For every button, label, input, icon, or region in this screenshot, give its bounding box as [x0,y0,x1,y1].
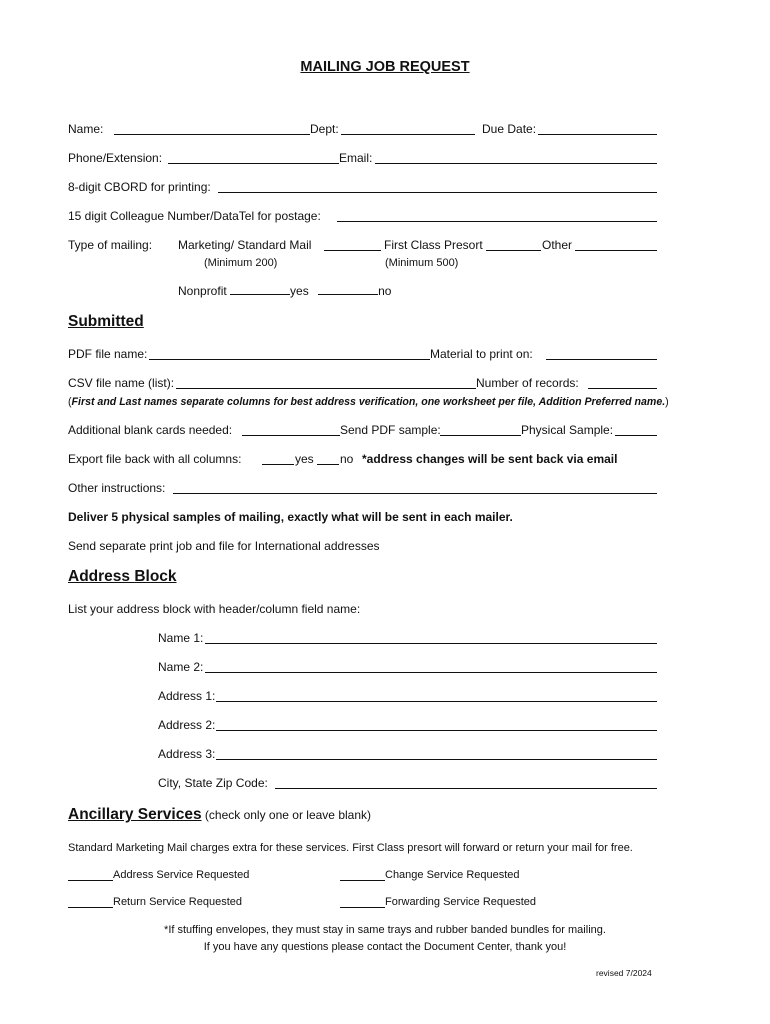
ancillary-subtitle: (check only one or leave blank) [204,808,371,822]
deliver-note: Deliver 5 physical samples of mailing, exactly what will be sent in each mailer. [68,510,513,524]
change-service-label: Change Service Requested [385,869,520,881]
export-note: *address changes will be sent back via email [362,452,618,466]
footer-line2: If you have any questions please contact the Document Center, thank you! [203,941,567,953]
cbord-label: 8-digit CBORD for printing: [68,180,211,194]
nonprofit-yes-check[interactable] [230,294,290,295]
other-instructions-label: Other instructions: [68,481,166,495]
export-no-check[interactable] [317,464,339,465]
mailing-type-label: Type of mailing: [68,238,153,252]
nonprofit-no-check[interactable] [318,294,378,295]
first-class-check[interactable] [486,250,541,251]
send-pdf-field[interactable] [440,435,521,436]
blank-cards-label: Additional blank cards needed: [68,423,233,437]
return-service-check[interactable] [68,907,113,908]
city-state-zip-field[interactable] [275,788,657,789]
address-service-check[interactable] [68,880,113,881]
address2-field[interactable] [216,730,657,731]
blank-cards-field[interactable] [242,435,340,436]
marketing-minimum: (Minimum 200) [204,257,278,269]
other-instructions-field[interactable] [173,493,657,494]
export-yes-check[interactable] [262,464,294,465]
email-field[interactable] [375,163,657,164]
records-label: Number of records: [476,376,579,390]
email-label: Email: [339,151,373,165]
csv-field[interactable] [176,388,476,389]
export-yes: yes [295,452,314,466]
due-date-field[interactable] [538,134,657,135]
csv-note: (First and Last names separate columns for best address verification, one worksheet per file, Addition Preferred name.) [68,396,669,408]
export-label: Export file back with all columns: [68,452,242,466]
physical-sample-label: Physical Sample: [521,423,614,437]
export-no: no [340,452,354,466]
material-label: Material to print on: [430,347,533,361]
other-check[interactable] [575,250,657,251]
international-note: Send separate print job and file for International addresses [68,539,380,553]
due-date-label: Due Date: [482,122,537,136]
change-service-check[interactable] [340,880,385,881]
address-field-label: Address 2: [158,718,216,732]
send-pdf-label: Send PDF sample: [340,423,441,437]
phone-field[interactable] [168,163,339,164]
nonprofit-no: no [378,284,392,298]
address-field-label: City, State Zip Code: [158,776,268,790]
forwarding-service-label: Forwarding Service Requested [385,896,537,908]
return-service-label: Return Service Requested [113,896,243,908]
address-field-label: Name 1: [158,631,204,645]
nonprofit-label: Nonprofit yes no [178,284,392,298]
marketing-option: Marketing/ Standard Mail [178,238,312,252]
submitted-heading: Submitted [68,313,144,330]
physical-sample-field[interactable] [615,435,657,436]
address-service-label: Address Service Requested [113,869,250,881]
revised-date: revised 7/2024 [596,968,652,978]
page-title: MAILING JOB REQUEST [300,59,470,75]
address1-field[interactable] [216,701,657,702]
forwarding-service-check[interactable] [340,907,385,908]
ancillary-heading: Ancillary Services [68,806,202,823]
colleague-label: 15 digit Colleague Number/DataTel for postage: [68,209,321,223]
pdf-field[interactable] [149,359,430,360]
first-class-minimum: (Minimum 500) [385,257,459,269]
nonprofit-yes: yes [290,284,309,298]
name-label: Name: [68,122,104,136]
address-field-label: Name 2: [158,660,204,674]
ancillary-note: Standard Marketing Mail charges extra for these services. First Class presort will forward or return your mail for free. [68,842,633,854]
first-class-option: First Class Presort [384,238,483,252]
pdf-label: PDF file name: [68,347,148,361]
address3-field[interactable] [216,759,657,760]
name2-field[interactable] [205,672,657,673]
address-field-label: Address 1: [158,689,216,703]
cbord-field[interactable] [218,192,657,193]
footer-line1: *If stuffing envelopes, they must stay in same trays and rubber banded bundles for mailing. [164,924,606,936]
address-block-intro: List your address block with header/column field name: [68,602,361,616]
address-field-label: Address 3: [158,747,216,761]
ancillary-header [68,806,371,824]
phone-label: Phone/Extension: [68,151,163,165]
name1-field[interactable] [205,643,657,644]
dept-field[interactable] [341,134,475,135]
records-field[interactable] [588,388,657,389]
address-block-heading: Address Block [68,568,177,585]
marketing-check[interactable] [324,250,381,251]
name-field[interactable] [114,134,310,135]
csv-label: CSV file name (list): [68,376,175,390]
other-option: Other [542,238,573,252]
colleague-field[interactable] [337,221,657,222]
dept-label: Dept: [310,122,339,136]
material-field[interactable] [546,359,657,360]
